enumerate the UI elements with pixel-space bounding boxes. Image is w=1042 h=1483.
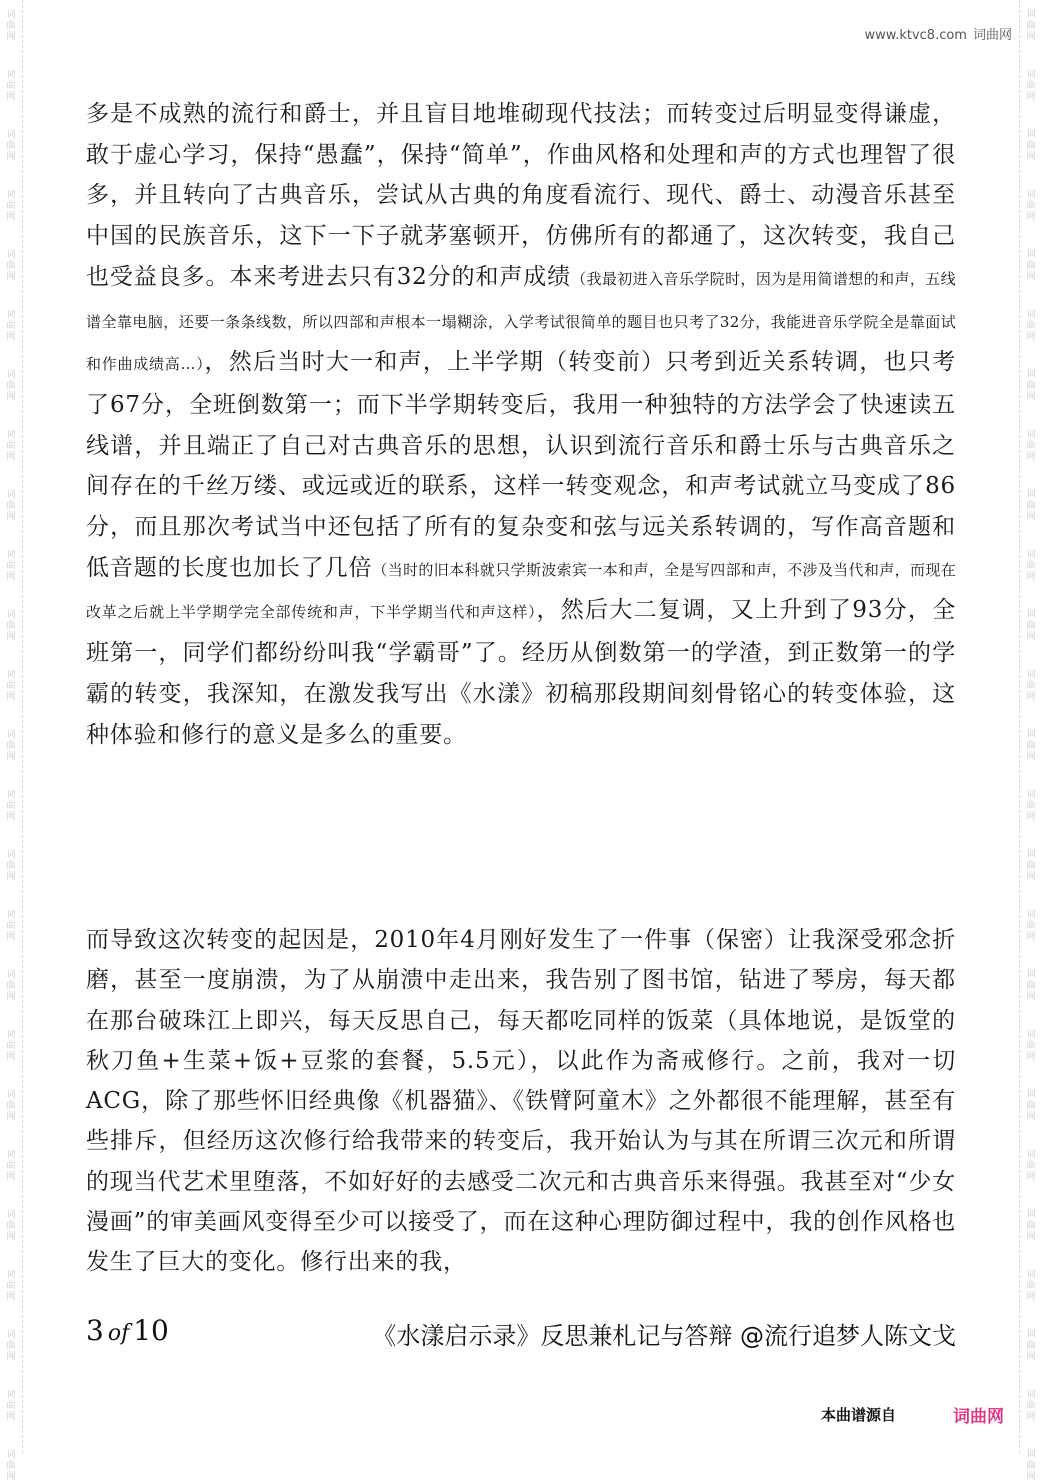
side-watermark-text: 词曲网 xyxy=(1026,490,1036,522)
side-watermark-text: 词曲网 xyxy=(6,310,16,342)
left-margin-watermark-strip xyxy=(0,0,23,1482)
side-watermark-text: 词曲网 xyxy=(1026,1330,1036,1362)
side-watermark-text: 词曲网 xyxy=(6,1390,16,1422)
side-watermark-text: 词曲网 xyxy=(1026,730,1036,762)
paragraph-1-text-c: ，然后大二复调，又上升到了93分，全班第一，同学们都纷纷叫我“学霸哥”了。经历从倒数第一的学渣，到正数第一的学霸的转变，我深知，在激发我写出《水漾》初稿那段期间刻骨铭心的转变体验，这种体验和修行的意义是多么的重要。 xyxy=(86,597,957,748)
side-watermark-text: 词曲网 xyxy=(1026,430,1036,462)
side-watermark-text: 词曲网 xyxy=(1026,550,1036,582)
side-watermark-text: 词曲网 xyxy=(6,1090,16,1122)
side-watermark-text: 词曲网 xyxy=(6,1030,16,1062)
footer-source-site: 词曲网 xyxy=(953,1407,1004,1427)
side-watermark-text: 词曲网 xyxy=(6,1150,16,1182)
side-watermark-text: 词曲网 xyxy=(1026,970,1036,1002)
page-number xyxy=(86,1314,169,1347)
side-watermark-text: 词曲网 xyxy=(6,970,16,1002)
side-watermark-text: 词曲网 xyxy=(1026,310,1036,342)
side-watermark-text: 词曲网 xyxy=(6,130,16,162)
footer-source-label: 本曲谱源自 xyxy=(820,1406,896,1424)
side-watermark-text: 词曲网 xyxy=(6,670,16,702)
side-watermark-text: 词曲网 xyxy=(1026,1150,1036,1182)
side-watermark-text: 词曲网 xyxy=(1026,10,1036,42)
side-watermark-text: 词曲网 xyxy=(6,190,16,222)
paragraph-1-text-a: 多是不成熟的流行和爵士，并且盲目地堆砌现代技法；而转变过后明显变得谦虚，敢于虚心学习，保持“愚蠢”，保持“简单”，作曲风格和处理和声的方式也理智了很多，并且转向了古典音乐，尝试从古典的角度看流行、现代、爵士、动漫音乐甚至中国的民族音乐，这下一下子就茅塞顿开，仿佛所有的都通了，这次转变，我自己也受益良多。本来考进去只有32分的和声成绩 xyxy=(86,101,956,290)
side-watermark-text: 词曲网 xyxy=(6,370,16,402)
header-site-name: 词曲网 xyxy=(972,28,1012,43)
side-watermark-text: 词曲网 xyxy=(1026,1090,1036,1122)
side-watermark-text: 词曲网 xyxy=(6,490,16,522)
right-margin-watermark-strip xyxy=(1019,0,1042,1482)
side-watermark-text: 词曲网 xyxy=(6,730,16,762)
side-watermark-text: 词曲网 xyxy=(1026,370,1036,402)
side-watermark-text: 词曲网 xyxy=(6,1450,16,1482)
side-watermark-text: 词曲网 xyxy=(1026,850,1036,882)
side-watermark-text: 词曲网 xyxy=(1026,610,1036,642)
side-watermark-text: 词曲网 xyxy=(6,610,16,642)
side-watermark-text: 词曲网 xyxy=(1026,1450,1036,1482)
side-watermark-text: 词曲网 xyxy=(6,1330,16,1362)
side-watermark-text: 词曲网 xyxy=(6,790,16,822)
paragraph-1-note-2: （当时的旧本科就只学斯波索宾一本和声，全是写四部和声，不涉及当代和声，而现在改革之后就上半学期学完全部传统和声，下半学期当代和声这样） xyxy=(86,560,957,622)
paragraph-1-text-b: ，然后当时大一和声，上半学期（转变前）只考到近关系转调，也只考了67分，全班倒数第一；而下半学期转变后，我用一种独特的方法学会了快速读五线谱，并且端正了自己对古典音乐的思想，认识到流行音乐和爵士乐与古典音乐之间存在的千丝万缕、或远或近的联系，这样一转变观念，和声考试就立马变成了86分，而且那次考试当中还包括了所有的复杂变和弦与远关系转调的，写作高音题和低音题的长度也加长了几倍 xyxy=(86,349,956,581)
side-watermark-text: 词曲网 xyxy=(1026,1390,1036,1422)
side-watermark-text: 词曲网 xyxy=(1026,1210,1036,1242)
header-url: www.ktvc8.com xyxy=(864,28,967,43)
side-watermark-text: 词曲网 xyxy=(6,70,16,102)
side-watermark-text: 词曲网 xyxy=(6,910,16,942)
body-paragraph-2 xyxy=(86,920,956,1283)
page-current: 3 xyxy=(86,1314,104,1347)
side-watermark-text: 词曲网 xyxy=(6,550,16,582)
side-watermark-text: 词曲网 xyxy=(6,850,16,882)
side-watermark-text: 词曲网 xyxy=(1026,190,1036,222)
paragraph-2-text: 而导致这次转变的起因是，2010年4月刚好发生了一件事（保密）让我深受邪念折磨，甚至一度崩溃，为了从崩溃中走出来，我告别了图书馆，钻进了琴房，每天都在那台破珠江上即兴，每天反思自己，每天都吃同样的饭菜（具体地说，是饭堂的秋刀鱼+生菜+饭+豆浆的套餐，5.5元），以此作为斋戒修行。之前，我对一切ACG，除了那些怀旧经典像《机器猫》、《铁臂阿童木》之外都很不能理解，甚至有些排斥，但经历这次修行给我带来的转变后，我开始认为与其在所谓三次元和所谓的现当代艺术里堕落，不如好好的去感受二次元和古典音乐来得强。我甚至对“少女漫画”的审美画风变得至少可以接受了，而在这种心理防御过程中，我的创作风格也发生了巨大的变化。修行出来的我， xyxy=(86,927,956,1276)
side-watermark-text: 词曲网 xyxy=(6,250,16,282)
page-of: of xyxy=(107,1321,130,1346)
side-watermark-text: 词曲网 xyxy=(1026,250,1036,282)
side-watermark-text: 词曲网 xyxy=(6,1210,16,1242)
side-watermark-text: 词曲网 xyxy=(1026,1270,1036,1302)
page-total: 10 xyxy=(133,1314,169,1347)
side-watermark-text: 词曲网 xyxy=(6,430,16,462)
body-paragraph-1 xyxy=(86,94,956,755)
side-watermark-text: 词曲网 xyxy=(1026,910,1036,942)
side-watermark-text: 词曲网 xyxy=(1026,1030,1036,1062)
header-watermark xyxy=(865,24,1013,43)
side-watermark-text: 词曲网 xyxy=(1026,70,1036,102)
side-watermark-text: 词曲网 xyxy=(1026,670,1036,702)
document-title: 《水漾启示录》反思兼札记与答辩 @流行追梦人陈文戈 xyxy=(372,1322,956,1350)
side-watermark-text: 词曲网 xyxy=(1026,130,1036,162)
paragraph-1-note-1: （我最初进入音乐学院时，因为是用简谱想的和声，五线谱全靠电脑，还要一条条线数，所以四部和声根本一塌糊涂，入学考试很简单的题目也只考了32分，我能进音乐学院全是靠面试和作曲成绩高…） xyxy=(86,269,956,374)
side-watermark-text: 词曲网 xyxy=(1026,790,1036,822)
side-watermark-text: 词曲网 xyxy=(6,10,16,42)
side-watermark-text: 词曲网 xyxy=(6,1270,16,1302)
